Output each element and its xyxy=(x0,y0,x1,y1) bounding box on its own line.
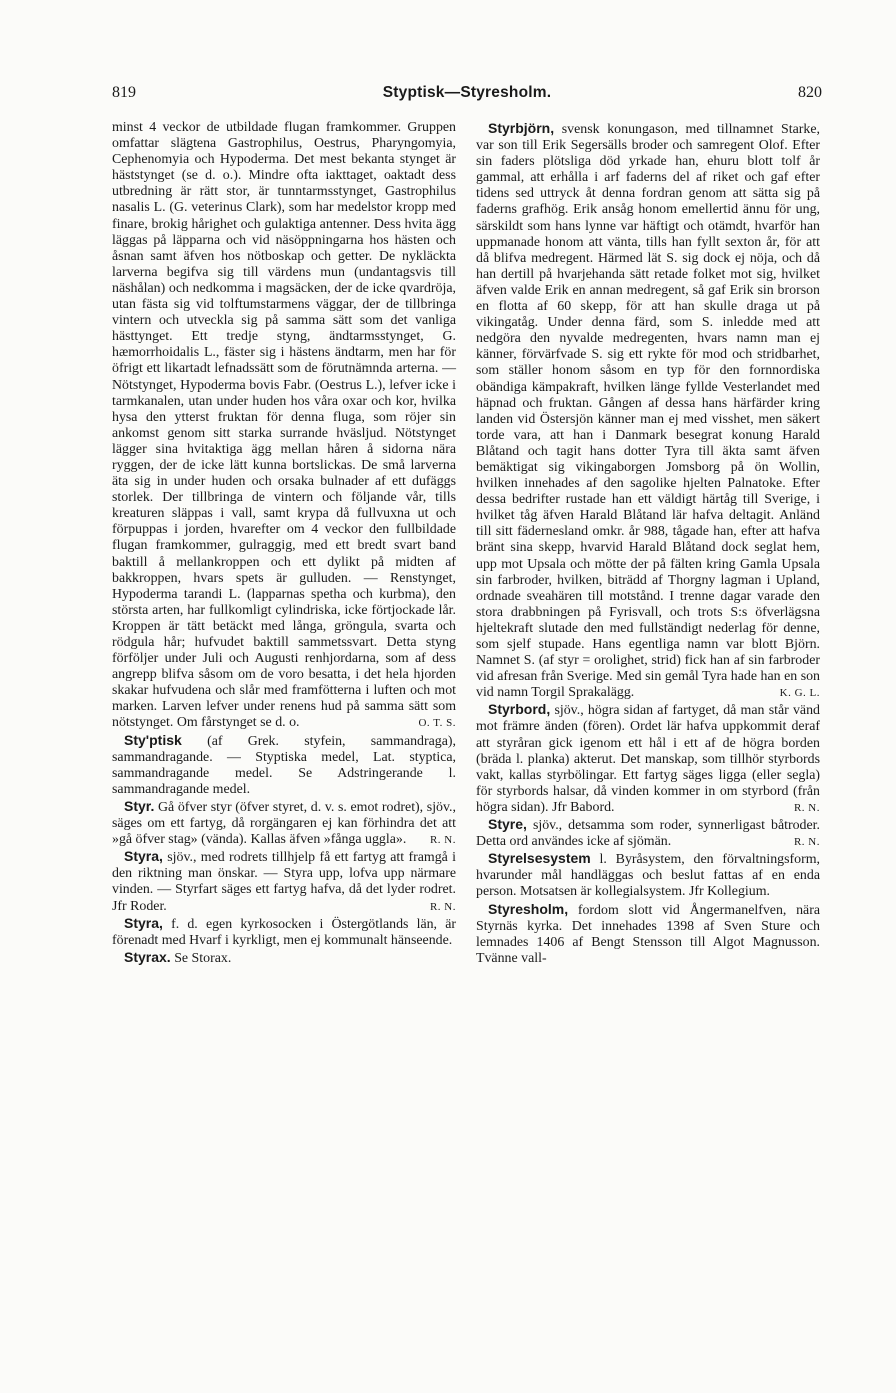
page-number-right: 820 xyxy=(798,84,822,101)
page-number-left: 819 xyxy=(112,84,136,101)
entry-text: l. Byråsystem, den förvaltningsform, hvarunder mål handläggas och beslut fattas af en enda person. Motsatsen är kollegialsystem. Jfr Kollegium. xyxy=(476,852,820,900)
headword: Styrax. xyxy=(124,948,171,965)
entry-text: Gå öfver styr (öfver styret, d. v. s. emot rodret), sjöv., säges om ett fartyg, då rorgängaren ej kan förhindra det att »gå öfver stag» (vända). Kallas äfven »fånga uggla». xyxy=(112,799,456,848)
left-column xyxy=(112,120,456,967)
entry-styptisk xyxy=(112,732,456,798)
headword: Styre, xyxy=(488,816,527,833)
entry-styra-sjov xyxy=(112,848,456,914)
entry-text: minst 4 veckor de utbildade flugan framkommer. Gruppen omfattar slägtena Gastrophilus, Oestrus, Pharyngomyia, Cephenomyia och Hypoderma. Det mest bekanta stynget är häststynget (se d. o.). Mindre ofta iakttaget, oaktadt dess utbredning är rätt stor, är tunntarmsstynget, Gastrophilus nasalis L. (G. veterinus Clark), som har medelstor kropp med finare, brokig hårighet och gulaktiga antenner. Dess hvita ägg läggas på läpparna och vid näsöppningarna hos hästen och åsnan samt äfven hos nötboskap och getter. De nykläckta larverna begifva sig till värdens mun (undantagsvis till näshålan) och nedkomma i magsäcken, der de icke qvardröja, utan fästa sig vid tolftumstarmens väggar, der de tillbringa vintern och utveckla sig på samma sätt som det vanliga hästtynget. Ett tredje styng, ändtarmsstynget, G. hæmorrhoidalis L., fäster sig i hästens ändtarm, men har för öfrigt ett likartadt lefnadssätt som de förutnämnda arterna. — Nötstynget, Hypoderma bovis Fabr. (Oestrus L.), lefver icke i tarmkanalen, utan under huden hos våra oxar och kor, hvilka hysa den ytterst fruktan för denna fluga, som röjer sin ankomst genom sitt starka surrande hväsljud. Nötstynget lägger sina hvitaktiga ägg mellan håren å sidorna nära ryggen, der de icke lätt kunna bortslickas. De små larverna äta sig in under huden och orsaka bulnader af ett dufäggs storlek. Der tillbringa de vintern och följande vår, tills kreaturen släppas i vall, samt krypa då fullvuxna ut och förpuppas i jorden, hvarefter om 4 veckor den fullbildade flugan framkommer, gulraggig, med ett bredt svart band baktill å mellankroppen och ett dylikt på midten af bakkroppen, hvars spets är gulluden. — Renstynget, Hypoderma tarandi L. (lapparnas spetha och kurbma), den största arten, har fullkomligt cylindriska, icke förtjockade lår. Kroppen är tätt betäckt med långa, gröngula, svarta och rödgula hår; hufvudet baktill sammetssvart. Detta styng förföljer under Juli och Augusti renhjordarna, som af dess angrepp blifva såsom om de voro besatta, i det hela hjorden skakar hufvudena och slår med framfötterna i luften och mot marken. Larven lefver under renens hud på samma sätt som nötstynget. Om fårstynget se d. o. xyxy=(112,120,456,731)
entry-text: sjöv., högra sidan af fartyget, då man står vänd mot främre änden (fören). Ordet lär hafva uppkommit deraf att styråran gick igenom ett hål i ett af de högra borden (bräda l. planka) akterut. Det manskap, som tillhör styrbords vakt, kallas styrbölingar. Ett fartyg säges ligga (eller segla) för styrbords halsar, då vinden kommer in om styrbord (från högra sidan). Jfr Babord. xyxy=(476,703,820,815)
entry-text: svensk konungason, med tillnamnet Starke, var son till Erik Segersälls broder och samregent Olof. Efter sin faders plötsliga död yrkade han, ehuru blott tolf år gammal, att erhålla i arf faderns del af riket och gaf efter tidens sed uttryck åt denna fordran genom att sätta sig på faderns grafhög. Erik ansåg honom emellertid ännu för ung, särskildt som hans lynne var häftigt och otämdt, hvarför han uppmanade honom att vänta, tills han fyllt sexton år, för att då blifva medregent. Härmed lät S. sig dock ej nöja, och då han dertill på hvarjehanda sätt retade folket mot sig, hvilket äfven valde Erik en annan medregent, så gaf Erik sin brorson en flotta af 60 skepp, för att han skulle draga ut på vikingatåg. Under denna färd, som S. inledde med att nedgöra den nyvalde medregenten, hvars namn man ej känner, förvärfvade S. sig ett rykte för mod och stridbarhet, som ställer honom såsom en typ för den fornnordiska obändiga kämpakraft, hvilken länge fyllde Vesterlandet med häpnad och fruktan. Gången af dessa hans härfärder kring landen vid Östersjön känner man ej med visshet, men säkert torde vara, att han i Danmark besegrat konung Harald Blåtand och tagit hans dotter Tyra till äkta samt äfven bemäktigat sig vikingaborgen Jomsborg på ön Wollin, hvilken innehades af den sagolike hjelten Palnatoke. Efter dessa bedrifter rustade han ett väldigt härtåg till Sverige, i hvilket tåg äfven Harald Blåtand lär hafva deltagit. Anländ till sitt fädernesland omkr. år 988, tågade han, efter att hafva bränt sina skepp, hvarvid Harald Blåtand dock seglat hem, upp mot Upsala och mötte der på fälten kring Gamla Upsala sin farbroder, hvilken, biträdd af Thorgny lagman i Upland, ordnade sveahären till motstånd. I trenne dagar varade den stora drabbningen på Fyrisvall, och trots S:s öfverlägsna hjeltekraft slutade den med fullständigt nederlag för denne, som sjelf stupade. Hans egentliga namn var blott Björn. Namnet S. (af styr = orolighet, strid) fick han af sin farbroder vid afresan från Sverige. Med sin gemål Tyra hade han en son vid namn Torgil Sprakalägg. xyxy=(476,122,820,701)
headword: Styresholm, xyxy=(488,900,569,917)
headword: Styra, xyxy=(124,848,163,865)
page-header xyxy=(112,84,822,108)
headword: Styrbjörn, xyxy=(488,120,555,136)
right-column xyxy=(476,120,820,967)
running-title: Styptisk—Styresholm. xyxy=(382,84,552,101)
headword: Styrbord, xyxy=(488,701,551,718)
author-signature: K. G. L. xyxy=(779,687,820,700)
entry-text: (af Grek. styfein, sammandraga), sammandragande. — Styptiska medel, Lat. styptica, sammandragande medel. Se Adstringerande l. sammandragande medel. xyxy=(112,733,456,797)
author-signature: R. N. xyxy=(429,834,456,847)
headword: Sty'ptisk xyxy=(124,731,182,748)
entry-text: f. d. egen kyrkosocken i Östergötlands län, är förenadt med Hvarf i kyrkligt, men ej kommunalt hänseende. xyxy=(112,916,456,948)
entry-text: Se Storax. xyxy=(174,950,232,966)
entry-styra-socken xyxy=(112,915,456,949)
entry-stynget-continued xyxy=(112,120,456,732)
entry-text: fordom slott vid Ångermanelfven, nära Styrnäs kyrka. Det innehades 1398 af Sven Sture och lemnades 1406 af Bengt Stensson till Algot Magnusson. Tvänne vall- xyxy=(476,902,820,966)
author-signature: R. N. xyxy=(429,900,456,913)
entry-styrbord xyxy=(476,701,820,816)
entry-text: sjöv., detsamma som roder, synnerligast båtroder. Detta ord användes icke af sjömän. xyxy=(476,818,820,850)
entry-text: sjöv., med rodrets tillhjelp få ett fartyg att framgå i den riktning man önskar. — Styra upp, lofva upp närmare vinden. — Styrfart säges ett fartyg hafva, då det lyder rodret. Jfr Roder. xyxy=(112,850,456,914)
author-signature: R. N. xyxy=(793,836,820,849)
headword: Styr. xyxy=(124,797,155,814)
entry-styrbjorn xyxy=(476,120,820,701)
headword: Styrelsesystem xyxy=(488,850,591,867)
headword: Styra, xyxy=(124,914,163,931)
entry-styresholm xyxy=(476,901,820,967)
entry-styrax xyxy=(112,949,456,967)
author-signature: R. N. xyxy=(793,801,820,814)
entry-styrelsesystem xyxy=(476,850,820,900)
entry-styr xyxy=(112,798,456,848)
entry-styre xyxy=(476,816,820,850)
author-signature: O. T. S. xyxy=(418,717,456,730)
